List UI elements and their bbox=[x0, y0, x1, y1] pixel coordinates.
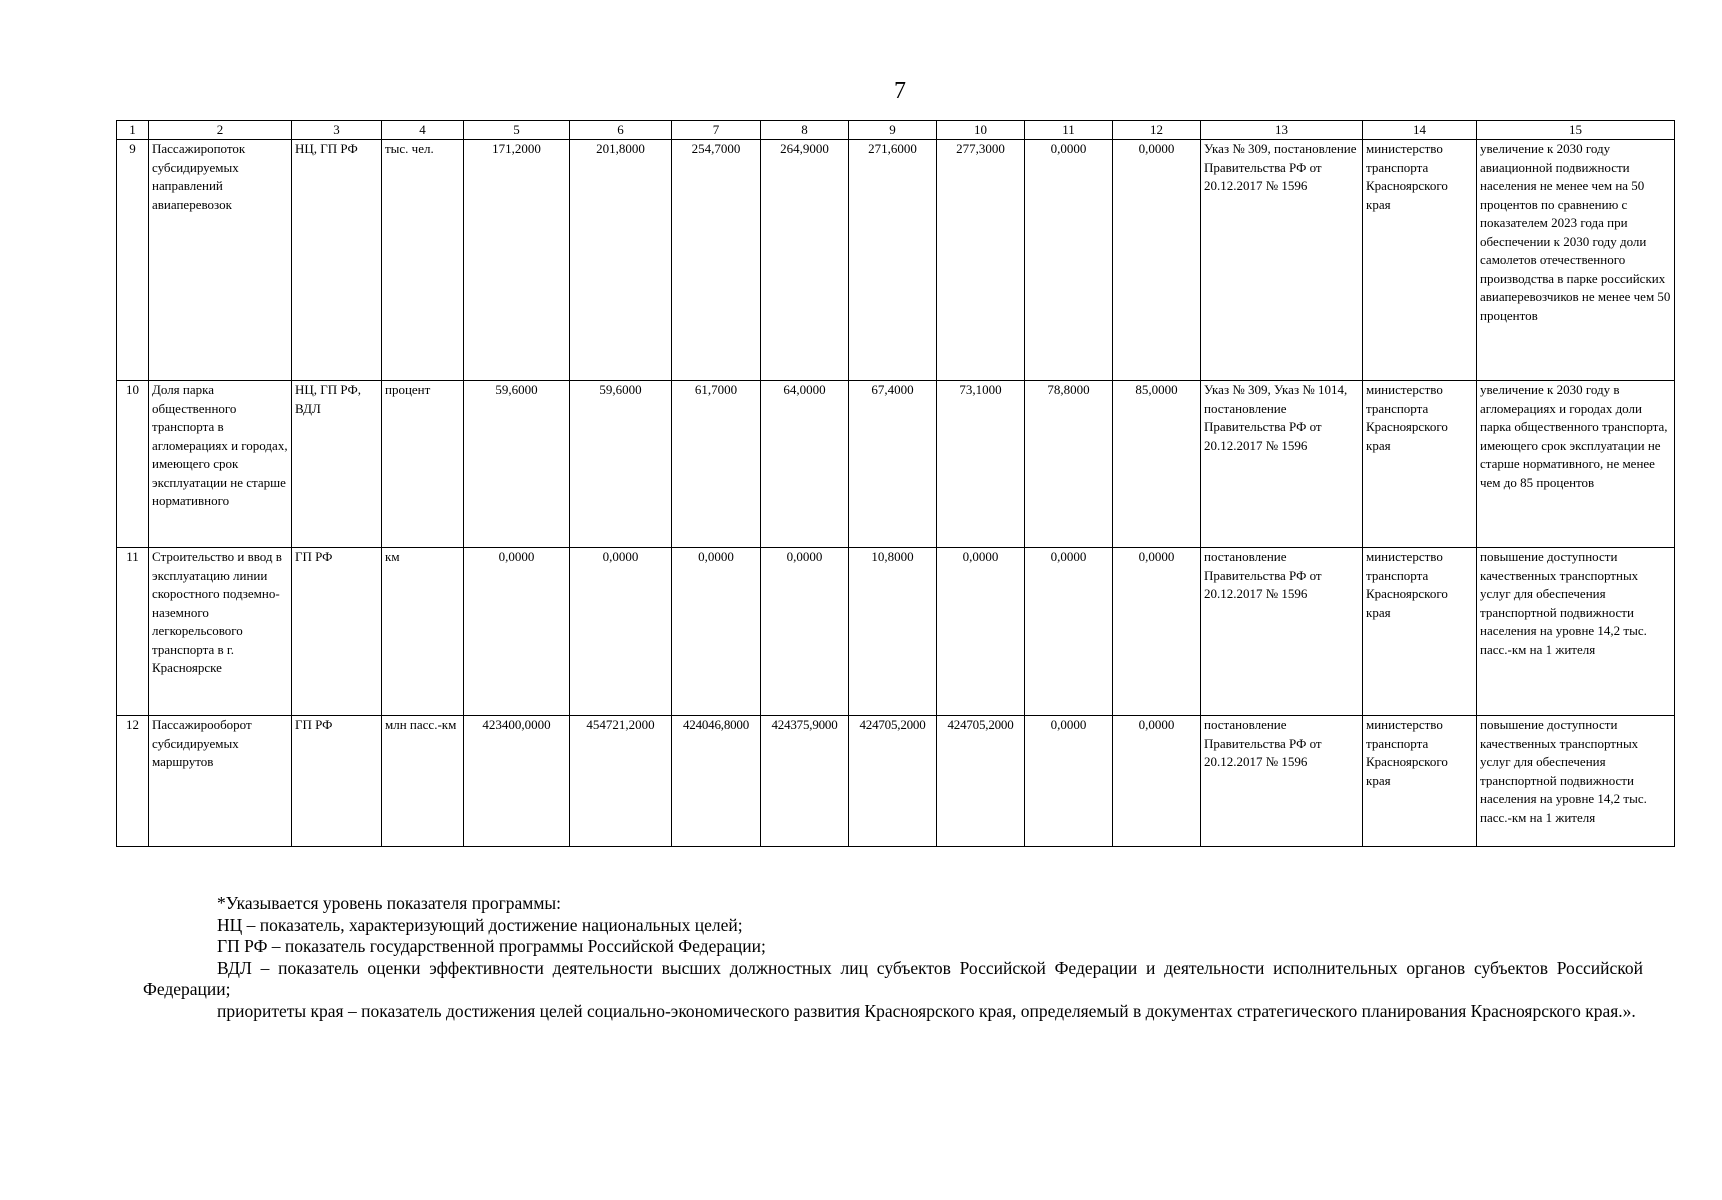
value-cell: 454721,2000 bbox=[570, 716, 672, 847]
header-row bbox=[117, 121, 1675, 140]
documents-cell: постановление Правительства РФ от 20.12.2017 № 1596 bbox=[1201, 548, 1363, 716]
footnote-vdl: ВДЛ – показатель оценки эффективности деятельности высших должностных лиц субъектов Российской Федерации и деятельности исполнительных органов субъектов Российской Федерации; bbox=[143, 957, 1643, 999]
header-cell: 7 bbox=[672, 121, 761, 140]
value-cell: 67,4000 bbox=[849, 381, 937, 548]
header-cell: 13 bbox=[1201, 121, 1363, 140]
footnote-nc: НЦ – показатель, характеризующий достижение национальных целей; bbox=[217, 914, 743, 935]
value-cell: 59,6000 bbox=[570, 381, 672, 548]
indicator-level: НЦ, ГП РФ, ВДЛ bbox=[292, 381, 382, 548]
value-cell: 254,7000 bbox=[672, 140, 761, 381]
table-row bbox=[117, 548, 1675, 716]
result-cell: увеличение к 2030 году в агломерациях и городах доли парка общественного транспорта, имеющего срок эксплуатации не старше нормативного, не менее чем до 85 процентов bbox=[1477, 381, 1675, 548]
header-cell: 11 bbox=[1025, 121, 1113, 140]
header-cell: 3 bbox=[292, 121, 382, 140]
responsible-cell: министерство транспорта Красноярского края bbox=[1363, 381, 1477, 548]
value-cell: 85,0000 bbox=[1113, 381, 1201, 548]
indicator-level: НЦ, ГП РФ bbox=[292, 140, 382, 381]
unit-cell: млн пасс.-км bbox=[382, 716, 464, 847]
value-cell: 78,8000 bbox=[1025, 381, 1113, 548]
unit-cell: процент bbox=[382, 381, 464, 548]
responsible-cell: министерство транспорта Красноярского края bbox=[1363, 140, 1477, 381]
value-cell: 59,6000 bbox=[464, 381, 570, 548]
page-number bbox=[0, 78, 1722, 105]
header-cell: 14 bbox=[1363, 121, 1477, 140]
row-number: 11 bbox=[117, 548, 149, 716]
table-row bbox=[117, 381, 1675, 548]
responsible-cell: министерство транспорта Красноярского края bbox=[1363, 548, 1477, 716]
result-cell: повышение доступности качественных транспортных услуг для обеспечения транспортной подвижности населения на уровне 14,2 тыс. пасс.-км на 1 жителя bbox=[1477, 548, 1675, 716]
value-cell: 0,0000 bbox=[464, 548, 570, 716]
header-cell: 1 bbox=[117, 121, 149, 140]
footnote-heading: *Указывается уровень показателя программы: bbox=[217, 893, 562, 913]
header-cell: 15 bbox=[1477, 121, 1675, 140]
value-cell: 201,8000 bbox=[570, 140, 672, 381]
value-cell: 423400,0000 bbox=[464, 716, 570, 847]
value-cell: 264,9000 bbox=[761, 140, 849, 381]
table-row bbox=[117, 716, 1675, 847]
unit-cell: тыс. чел. bbox=[382, 140, 464, 381]
value-cell: 64,0000 bbox=[761, 381, 849, 548]
header-cell: 2 bbox=[149, 121, 292, 140]
row-number: 12 bbox=[117, 716, 149, 847]
value-cell: 0,0000 bbox=[570, 548, 672, 716]
value-cell: 0,0000 bbox=[1113, 548, 1201, 716]
header-cell: 6 bbox=[570, 121, 672, 140]
unit-cell: км bbox=[382, 548, 464, 716]
footnotes bbox=[143, 893, 1643, 1022]
value-cell: 424046,8000 bbox=[672, 716, 761, 847]
value-cell: 0,0000 bbox=[672, 548, 761, 716]
indicator-level: ГП РФ bbox=[292, 548, 382, 716]
value-cell: 10,8000 bbox=[849, 548, 937, 716]
footnote-gp-rf: ГП РФ – показатель государственной программы Российской Федерации; bbox=[217, 936, 766, 956]
header-cell: 10 bbox=[937, 121, 1025, 140]
value-cell: 424705,2000 bbox=[937, 716, 1025, 847]
header-cell: 8 bbox=[761, 121, 849, 140]
header-cell: 4 bbox=[382, 121, 464, 140]
row-number: 10 bbox=[117, 381, 149, 548]
footnote-priorities: приоритеты края – показатель достижения целей социально-экономического развития Красноярского края, определяемый в документах стратегического планирования Красноярского края.». bbox=[217, 1000, 1636, 1021]
value-cell: 0,0000 bbox=[937, 548, 1025, 716]
value-cell: 277,3000 bbox=[937, 140, 1025, 381]
indicator-level: ГП РФ bbox=[292, 716, 382, 847]
row-number: 9 bbox=[117, 140, 149, 381]
value-cell: 271,6000 bbox=[849, 140, 937, 381]
header-cell: 9 bbox=[849, 121, 937, 140]
value-cell: 424375,9000 bbox=[761, 716, 849, 847]
responsible-cell: министерство транспорта Красноярского края bbox=[1363, 716, 1477, 847]
indicator-name: Доля парка общественного транспорта в агломерациях и городах, имеющего срок эксплуатации не старше нормативного bbox=[149, 381, 292, 548]
value-cell: 171,2000 bbox=[464, 140, 570, 381]
table-header bbox=[117, 121, 1675, 140]
documents-cell: Указ № 309, Указ № 1014, постановление Правительства РФ от 20.12.2017 № 1596 bbox=[1201, 381, 1363, 548]
indicators-table bbox=[116, 120, 1675, 847]
value-cell: 0,0000 bbox=[1113, 140, 1201, 381]
page-number-text: 7 bbox=[894, 78, 906, 104]
value-cell: 424705,2000 bbox=[849, 716, 937, 847]
value-cell: 73,1000 bbox=[937, 381, 1025, 548]
documents-cell: Указ № 309, постановление Правительства РФ от 20.12.2017 № 1596 bbox=[1201, 140, 1363, 381]
value-cell: 0,0000 bbox=[1113, 716, 1201, 847]
value-cell: 0,0000 bbox=[1025, 140, 1113, 381]
value-cell: 0,0000 bbox=[761, 548, 849, 716]
result-cell: повышение доступности качественных транспортных услуг для обеспечения транспортной подвижности населения на уровне 14,2 тыс. пасс.-км на 1 жителя bbox=[1477, 716, 1675, 847]
value-cell: 0,0000 bbox=[1025, 548, 1113, 716]
indicator-name: Пассажиропоток субсидируемых направлений авиаперевозок bbox=[149, 140, 292, 381]
documents-cell: постановление Правительства РФ от 20.12.2017 № 1596 bbox=[1201, 716, 1363, 847]
value-cell: 0,0000 bbox=[1025, 716, 1113, 847]
indicator-name: Строительство и ввод в эксплуатацию линии скоростного подземно-наземного легкорельсового транспорта в г. Красноярске bbox=[149, 548, 292, 716]
table-row bbox=[117, 140, 1675, 381]
value-cell: 61,7000 bbox=[672, 381, 761, 548]
header-cell: 12 bbox=[1113, 121, 1201, 140]
indicator-name: Пассажирооборот субсидируемых маршрутов bbox=[149, 716, 292, 847]
result-cell: увеличение к 2030 году авиационной подвижности населения не менее чем на 50 процентов по сравнению с показателем 2023 года при обеспечении к 2030 году доли самолетов отечественного производства в парке российских авиаперевозчиков не менее чем 50 процентов bbox=[1477, 140, 1675, 381]
header-cell: 5 bbox=[464, 121, 570, 140]
